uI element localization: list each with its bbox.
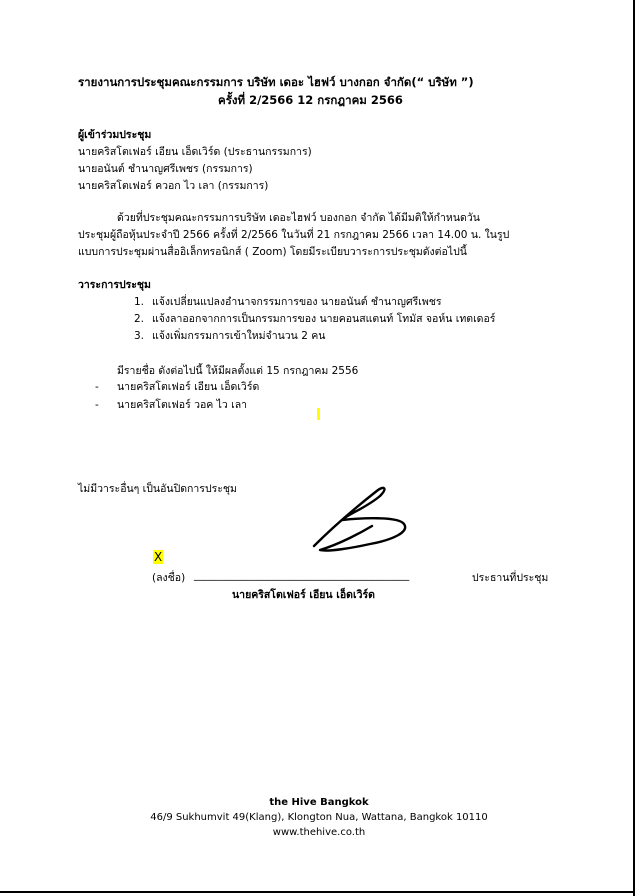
attendee-item: นายคริสโตเฟอร์ เอียน เอ็ดเวิร์ด (ประธานกรรมการ) [78,146,312,158]
title-line-2: ครั้งที่ 2/2566 12 กรกฎาคม 2566 [218,93,403,107]
chairman-name: นายคริสโตเฟอร์ เอียน เอ็ดเวิร์ด [232,589,375,601]
page-border-right [633,0,635,896]
title-line-1: รายงานการประชุมคณะกรรมการ บริษัท เดอะ ไฮฟว์ บางกอก จำกัด(“ บริษัท ”) [78,75,474,89]
agenda-item-number: 3. [134,330,145,342]
highlight-mark [317,408,320,420]
footer-company: the Hive Bangkok [269,797,369,808]
footer-website[interactable]: www.thehive.co.th [272,827,366,838]
names-bullet: - [95,399,99,411]
footer-address: 46/9 Sukhumvit 49(Klang), Klongton Nua, Wattana, Bangkok 10110 [150,812,488,823]
attendee-item: นายคริสโตเฟอร์ ควอก ไว เลา (กรรมการ) [78,180,269,192]
sign-label: (ลงชื่อ) [152,572,186,584]
agenda-item-text: แจ้งเพิ่มกรรมการเข้าใหม่จำนวน 2 คน [152,330,326,342]
agenda-heading: วาระการประชุม [78,279,151,291]
chairman-role: ประธานที่ประชุม [472,572,549,584]
agenda-item-text: แจ้งเปลี่ยนแปลงอำนาจกรรมการของ นายอนันต์ ชำนาญศรีเพชร [152,296,442,308]
agenda-item-number: 2. [134,313,145,325]
x-mark: X [154,550,163,564]
intro-line-1: ด้วยที่ประชุมคณะกรรมการบริษัท เดอะไฮฟว์ บองกอก จำกัด ได้มีมติให้กำหนดวัน [117,212,480,224]
names-item: นายคริสโตเฟอร์ วอค ไว เลา [117,399,248,411]
page-border-bottom [0,891,635,893]
intro-line-3: แบบการประชุมผ่านสื่ออิเล็กทรอนิกส์ ( Zoom) โดยมีระเบียบวาระการประชุมดังต่อไปนี้ [78,246,467,258]
signature-image [300,478,420,560]
attendee-item: นายอนันต์ ชำนาญศรีเพชร (กรรมการ) [78,163,253,175]
names-bullet: - [95,381,99,393]
attendees-heading: ผู้เข้าร่วมประชุม [78,129,152,141]
sign-line: _________________________________________ [194,569,410,581]
agenda-item-text: แจ้งลาออกจากการเป็นกรรมการของ นายคอนสแตนท์ โทมัส จอห์น เทตเดอร์ [152,313,496,325]
closing-text: ไม่มีวาระอื่นๆ เป็นอันปิดการประชุม [78,483,237,495]
names-intro: มีรายชื่อ ดังต่อไปนี้ ให้มีผลตั้งแต่ 15 กรกฎาคม 2556 [117,365,359,377]
agenda-item-number: 1. [134,296,145,308]
names-item: นายคริสโตเฟอร์ เอียน เอ็ดเวิร์ด [117,381,260,393]
intro-line-2: ประชุมผู้ถือหุ้นประจำปี 2566 ครั้งที่ 2/2566 ในวันที่ 21 กรกฎาคม 2566 เวลา 14.00 น. ในรูป [78,229,510,241]
